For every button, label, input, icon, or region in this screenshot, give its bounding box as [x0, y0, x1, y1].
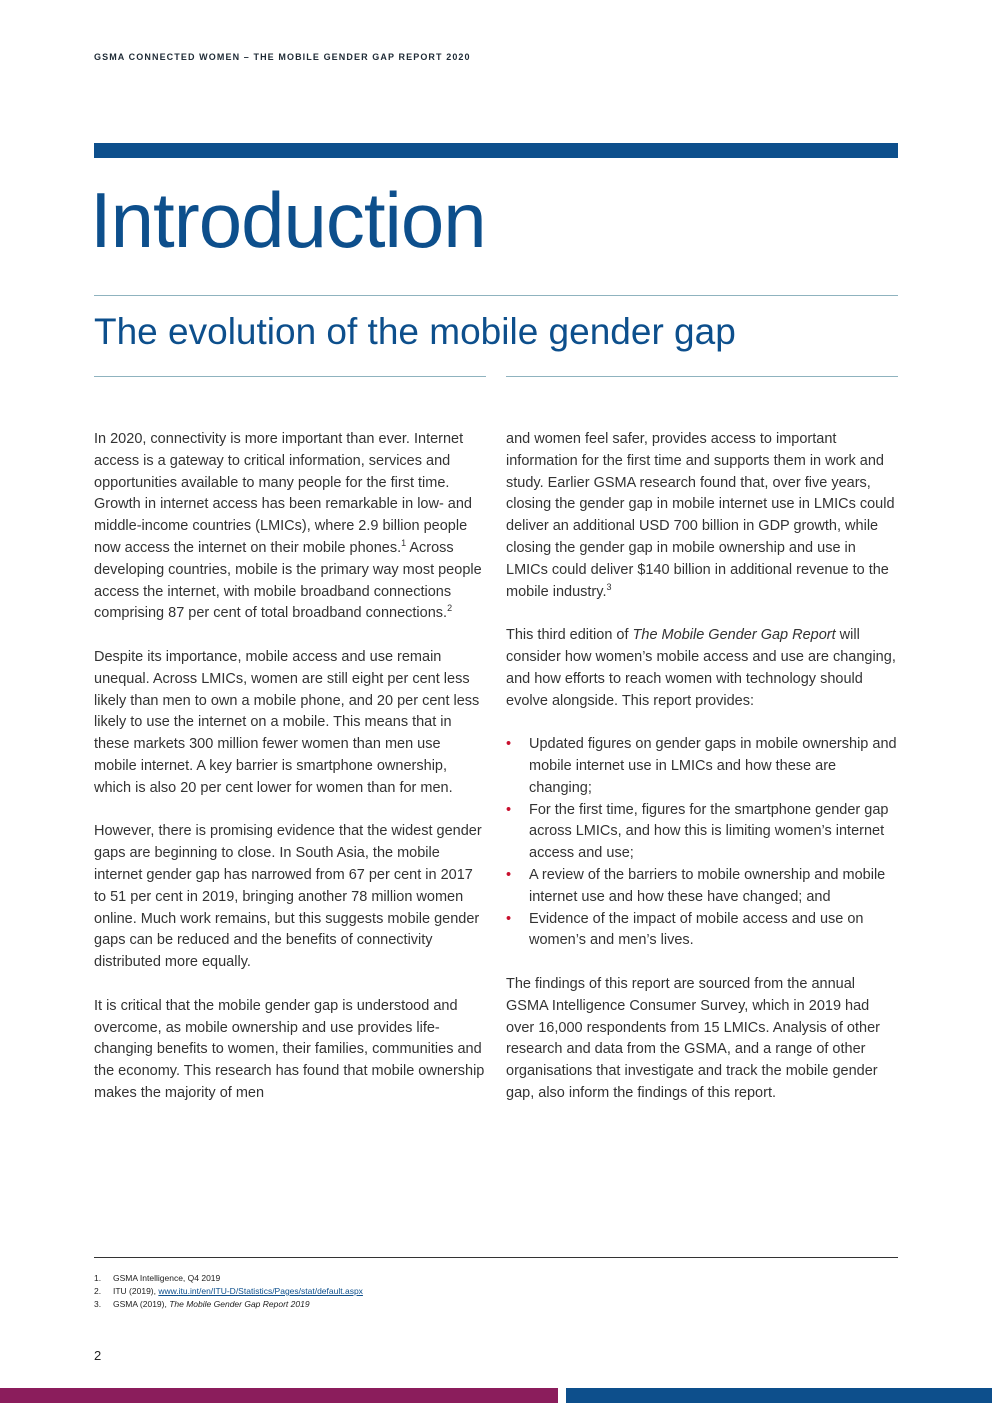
paragraph: This third edition of The Mobile Gender Gap Report will consider how women’s mobile access and use are changing, and how efforts to reach women with technology should evolve alongside. This report provides: [506, 627, 896, 709]
bottom-accent-bar-magenta [0, 1388, 558, 1403]
left-column [94, 429, 486, 1105]
paragraph: The findings of this report are sourced from the annual GSMA Intelligence Consumer Survey, which in 2019 had over 16,000 respondents from 15 LMICs. Analysis of other research and data from the GSMA, and a range of other organisations that investigate and track the mobile gender gap, also inform the findings of this report. [506, 975, 880, 1101]
page-title: Introduction [90, 176, 486, 264]
bullet-icon: • [506, 736, 512, 753]
bullet-list [506, 734, 898, 952]
footnote-item: 3. GSMA (2019), The Mobile Gender Gap Report 2019 [94, 1299, 310, 1309]
paragraph: In 2020, connectivity is more important than ever. Internet access is a gateway to critical information, services and opportunities available to many people for the first time. Growth in internet access has been remarkable in low- and middle-income countries (LMICs), where 2.9 billion people now access the internet on their mobile phones.$^1$ Across developing countries, mobile is the primary way most people access the internet, with mobile broadband connections comprising 87 per cent of total broadband connections.$^2$ [94, 431, 482, 622]
bullet-icon: • [506, 910, 512, 927]
paragraph: and women feel safer, provides access to important information for the first time and supports them in work and study. Earlier GSMA research found that, over five years, closing the gender gap in mobile internet use in LMICs could deliver an additional USD 700 billion in GDP growth, while closing the gender gap in mobile ownership and use in LMICs could deliver $140 billion in additional revenue to the mobile industry.$^3$ [506, 431, 895, 600]
bottom-accent-bar-blue [566, 1388, 992, 1403]
footnote-ref: 2 [447, 603, 453, 614]
page-number: 2 [94, 1348, 102, 1363]
list-item: • Updated figures on gender gaps in mobile ownership and mobile internet use in LMICs and how these are changing; [506, 736, 897, 796]
footnote-ref: 1 [401, 538, 407, 549]
list-item: • A review of the barriers to mobile ownership and mobile internet use and how these have changed; and [506, 866, 886, 905]
report-title-italic: The Mobile Gender Gap Report [632, 627, 836, 644]
footnotes [94, 1272, 363, 1311]
left-column-divider [94, 376, 486, 377]
list-item: • For the first time, figures for the smartphone gender gap across LMICs, and how this is limiting women’s internet access and use; [506, 801, 889, 862]
top-accent-bar [94, 143, 898, 158]
right-column-divider [506, 376, 898, 377]
itu-statistics-link[interactable]: www.itu.int/en/ITU-D/Statistics/Pages/stat/default.aspx [158, 1286, 363, 1296]
running-header: GSMA CONNECTED WOMEN – THE MOBILE GENDER GAP REPORT 2020 [94, 52, 471, 62]
footnote-ref: 3 [606, 581, 612, 592]
paragraph: It is critical that the mobile gender gap is understood and overcome, as mobile ownership and use provides life-changing benefits to women, their families, communities and the economy. This research has found that mobile ownership makes the majority of men [94, 997, 485, 1101]
list-item: • Evidence of the impact of mobile access and use on women’s and men’s lives. [506, 910, 864, 949]
bullet-icon: • [506, 801, 512, 818]
footnote-item: 1. GSMA Intelligence, Q4 2019 [94, 1273, 221, 1283]
bullet-icon: • [506, 866, 512, 883]
paragraph: Despite its importance, mobile access and use remain unequal. Across LMICs, women are still eight per cent less likely than men to own a mobile phone, and 20 per cent less likely to use the internet on a mobile. This means that in these markets 300 million fewer women than men use mobile internet. A key barrier is smartphone ownership, which is also 20 per cent lower for women than for men. [94, 648, 480, 796]
section-subtitle: The evolution of the mobile gender gap [94, 311, 736, 352]
footnote-divider [94, 1257, 898, 1258]
right-column [506, 429, 898, 1105]
paragraph: However, there is promising evidence that the widest gender gaps are beginning to close. In South Asia, the mobile internet gender gap has narrowed from 67 per cent in 2017 to 51 per cent in 2019, bringing another 78 million women online. Much work remains, but this suggests mobile gender gaps can be reduced and the benefits of connectivity distributed more equally. [94, 823, 482, 971]
title-divider [94, 295, 898, 296]
footnote-item: 2. ITU (2019), www.itu.int/en/ITU-D/Statistics/Pages/stat/default.aspx [94, 1286, 363, 1296]
